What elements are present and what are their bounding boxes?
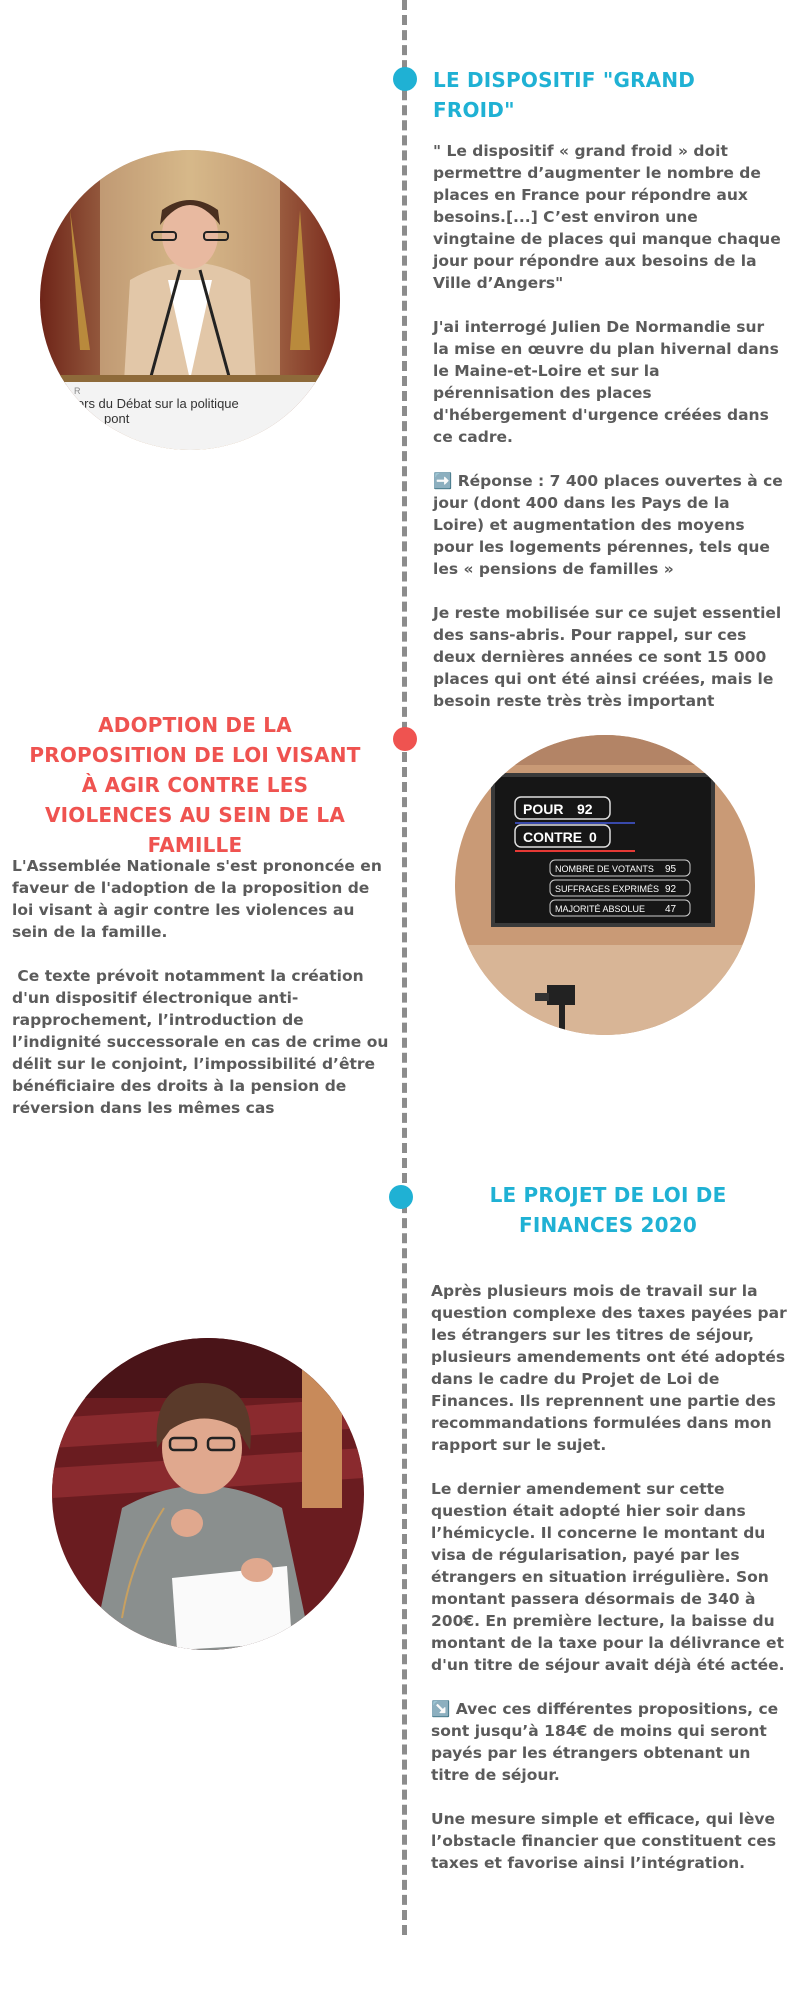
caption-small: R [74,386,81,396]
scoreboard-exprimes-value: 92 [665,884,677,895]
paragraph: Après plusieurs mois de travail sur la question complexe des taxes payées par les étrangers sur les titres de séjour, plusieurs amendements ont été adoptés dans le cadre du Projet de Loi de Finances. Ils reprennent une partie des recommandations formulées dans mon rapport sur le sujet. [431,1282,787,1454]
timeline-dot-3 [389,1185,413,1209]
timeline-dot-2 [393,727,417,751]
scoreboard-majorite-value: 47 [665,904,677,915]
timeline-dot-1 [393,67,417,91]
paragraph: ↘️ Avec ces différentes propositions, ce sont jusqu’à 184€ de moins qui seront payés par les étrangers obtenant un titre de séjour. [431,1700,779,1784]
section-title-violences-famille: ADOPTION DE LA PROPOSITION DE LOI VISANT À AGIR CONTRE LES VIOLENCES AU SEIN DE LA FAMILLE [29,713,361,857]
caption-line: pont [104,411,130,426]
section-title-grand-froid: LE DISPOSITIF "GRAND FROID" [433,68,696,122]
scoreboard-contre-label: CONTRE [523,829,583,845]
paragraph: J'ai interrogé Julien De Normandie sur la mise en œuvre du plan hivernal dans le Maine-et-Loire et sur la pérennisation des places d'hébergement d'urgence créées dans ce cadre. [433,318,779,446]
paragraph: " Le dispositif « grand froid » doit permettre d’augmenter le nombre de places en France pour répondre aux besoins.[...] C’est environ une vingtaine de places qui manque chaque jour pour répondre aux besoins de la Ville d’Angers" [433,142,781,292]
caption-line: lors du Débat sur la politique [74,396,239,411]
paragraph: L'Assemblée Nationale s'est prononcée en faveur de l'adoption de la proposition de loi visant à agir contre les violences au sein de la famille. [12,857,382,941]
scoreboard-majorite-label: MAJORITÉ ABSOLUE [555,904,646,914]
scoreboard-contre-value: 0 [589,829,597,845]
paragraph: Je reste mobilisée sur ce sujet essentiel des sans-abris. Pour rappel, sur ces deux dernières années ce sont 15 000 places qui ont été ainsi créées, mais le besoin reste très très important [433,604,782,710]
photo-caption [40,382,340,450]
section-body-violences-famille [12,855,394,1141]
photo-deputy-speaking-podium [40,150,340,450]
paragraph: Le dernier amendement sur cette question était adopté hier soir dans l’hémicycle. Il concerne le montant du visa de régularisation, payé par les étrangers en situation irrégulière. Son montant passera désormais de 340 à 200€. En première lecture, la baisse du montant de la taxe pour la délivrance et d'un titre de séjour avait déjà été actée. [431,1480,785,1674]
paragraph: Ce texte prévoit notamment la création d'un dispositif électronique anti-rapprochement, l’introduction de l’indignité successorale en cas de crime ou délit sur le conjoint, l’impossibilité d’être bénéficiaire des droits à la pension de réversion dans les mêmes cas [12,967,394,1117]
paragraph: Une mesure simple et efficace, qui lève l’obstacle financier que constituent ces taxes et favorise ainsi l’intégration. [431,1810,777,1872]
scoreboard-votants-label: NOMBRE DE VOTANTS [555,864,654,874]
section-body-grand-froid [433,140,785,734]
scoreboard-votants-value: 95 [665,864,677,875]
scoreboard-exprimes-label: SUFFRAGES EXPRIMÉS [555,884,660,894]
photo-deputy-speaking-hemicycle [52,1338,364,1650]
timeline-line [402,0,407,1935]
scoreboard-pour-value: 92 [577,801,593,817]
section-body-loi-finances [431,1280,791,1896]
photo-vote-scoreboard [455,735,755,1035]
scoreboard-pour-label: POUR [523,801,564,817]
paragraph: ➡️ Réponse : 7 400 places ouvertes à ce jour (dont 400 dans les Pays de la Loire) et augmentation des moyens pour les logements pérennes, tels que les « pensions de familles » [433,472,783,578]
section-title-loi-finances: LE PROJET DE LOI DE FINANCES 2020 [489,1183,727,1237]
